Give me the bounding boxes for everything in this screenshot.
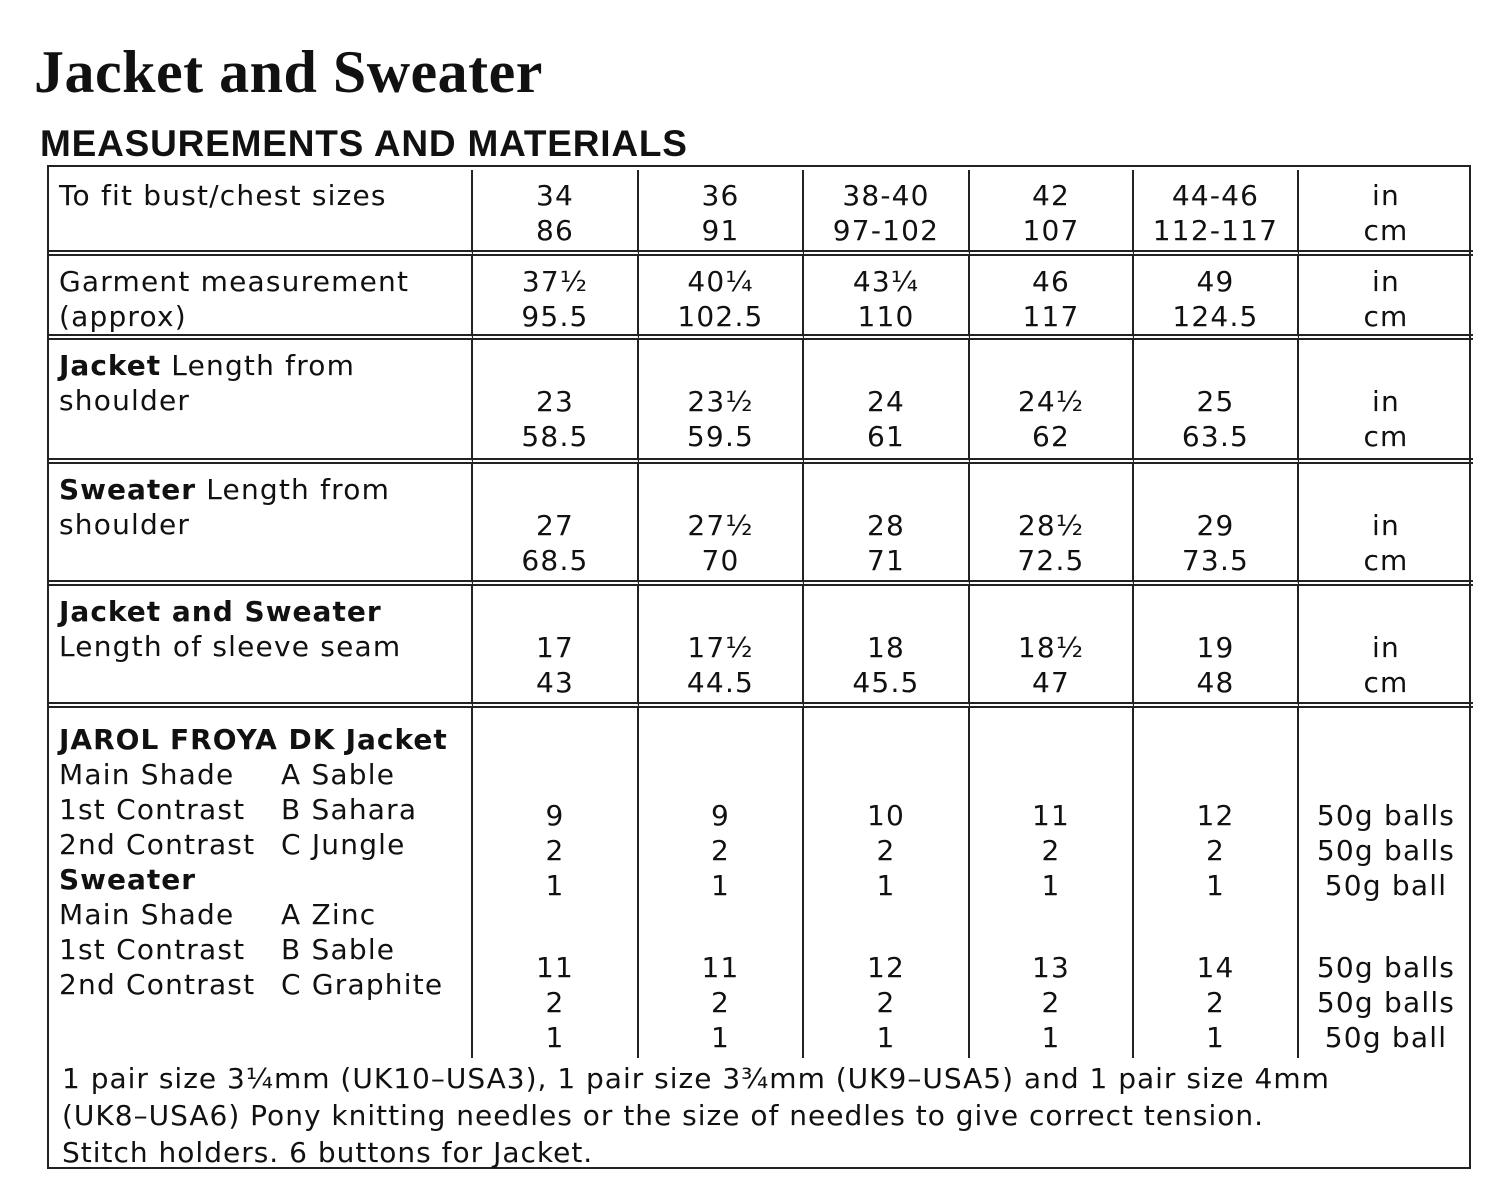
- yarn-item: 1st Contrast B Sahara: [59, 793, 418, 826]
- row-label-text: To fit bust/chest sizes: [59, 179, 387, 212]
- yarn-item: Main Shade A Zinc: [59, 898, 377, 931]
- size-cell: 18½ 47: [970, 586, 1134, 708]
- size-cell: 40¼ 102.5: [639, 256, 804, 340]
- size-cell: 38-40 97-102: [804, 170, 970, 256]
- yarn-qty-cell: 11 2 1 13 2 1: [970, 708, 1134, 1058]
- unit-cell: in cm: [1299, 586, 1473, 708]
- unit-cell: in cm: [1299, 256, 1473, 340]
- row-label: [47, 340, 473, 464]
- yarn-label: [47, 708, 473, 1058]
- size-cell: 23 58.5: [473, 340, 639, 464]
- section-subtitle: MEASUREMENTS AND MATERIALS: [40, 123, 688, 164]
- row-label: [47, 464, 473, 586]
- size-cell: 27 68.5: [473, 464, 639, 586]
- size-cell: 36 91: [639, 170, 804, 256]
- measurements-table: [47, 170, 1473, 1058]
- unit-cell: in cm: [1299, 340, 1473, 464]
- table-row: [47, 464, 1473, 586]
- size-cell: 43¼ 110: [804, 256, 970, 340]
- size-cell: 23½ 59.5: [639, 340, 804, 464]
- size-cell: 46 117: [970, 256, 1134, 340]
- table-row: [47, 340, 1473, 464]
- yarn-unit-cell: 50g balls 50g balls 50g ball 50g balls 50g balls 50g ball: [1316, 799, 1456, 1054]
- materials-note: [62, 1060, 1462, 1171]
- size-cell: 17½ 44.5: [639, 586, 804, 708]
- yarn-item: 2nd Contrast C Graphite: [59, 968, 444, 1001]
- yarn-item: 2nd Contrast C Jungle: [59, 828, 406, 861]
- row-label-text: Length from shoulder: [59, 349, 356, 417]
- row-label-text: (approx): [59, 300, 187, 333]
- size-cell: 34 86: [473, 170, 639, 256]
- note-line: 1 pair size 3¼mm (UK10–USA3), 1 pair size 3¾mm (UK9–USA5) and 1 pair size 4mm: [62, 1062, 1330, 1095]
- yarn-qty-cell: 10 2 1 12 2 1: [804, 708, 970, 1058]
- size-cell: 17 43: [473, 586, 639, 708]
- page-title: Jacket and Sweater: [34, 39, 543, 105]
- size-cell: 44-46 112-117: [1134, 170, 1299, 256]
- size-cell: 28 71: [804, 464, 970, 586]
- note-line: Stitch holders. 6 buttons for Jacket.: [62, 1136, 594, 1169]
- note-line: (UK8–USA6) Pony knitting needles or the size of needles to give correct tension.: [62, 1099, 1265, 1132]
- yarn-brand: JAROL FROYA DK: [59, 723, 336, 756]
- yarn-qty-cell: 9 2 1 11 2 1: [639, 708, 804, 1058]
- row-label: [47, 170, 473, 256]
- size-cell: 24 61: [804, 340, 970, 464]
- size-cell: 24½ 62: [970, 340, 1134, 464]
- size-cell: 18 45.5: [804, 586, 970, 708]
- table-row: [47, 256, 1473, 340]
- size-cell: 37½ 95.5: [473, 256, 639, 340]
- size-cell: 49 124.5: [1134, 256, 1299, 340]
- unit-cell: in cm: [1299, 170, 1473, 256]
- row-label-text: Length of sleeve seam: [59, 630, 402, 663]
- yarn-garment-heading: Sweater: [59, 863, 197, 896]
- row-heading: Sweater: [59, 473, 197, 506]
- size-cell: 29 73.5: [1134, 464, 1299, 586]
- size-cell: 28½ 72.5: [970, 464, 1134, 586]
- size-cell: 19 48: [1134, 586, 1299, 708]
- unit-cell: in cm: [1299, 464, 1473, 586]
- size-cell: 27½ 70: [639, 464, 804, 586]
- row-heading: Jacket: [59, 349, 162, 382]
- table-row: [47, 170, 1473, 256]
- row-label-text: Garment measurement: [59, 265, 410, 298]
- row-label: [47, 586, 473, 708]
- yarn-item: Main Shade A Sable: [59, 758, 396, 791]
- size-cell: 25 63.5: [1134, 340, 1299, 464]
- row-heading: Jacket and Sweater: [59, 595, 382, 628]
- table-row-yarn: [47, 708, 1473, 1058]
- row-label: [47, 256, 473, 340]
- yarn-qty-cell: 9 2 1 11 2 1: [473, 708, 639, 1058]
- size-cell: 42 107: [970, 170, 1134, 256]
- yarn-qty-cell: 12 2 1 14 2 1: [1134, 708, 1299, 1058]
- row-label-text: Length from shoulder: [59, 473, 391, 541]
- table-row: [47, 586, 1473, 708]
- yarn-garment-heading: Jacket: [345, 723, 448, 756]
- yarn-item: 1st Contrast B Sable: [59, 933, 396, 966]
